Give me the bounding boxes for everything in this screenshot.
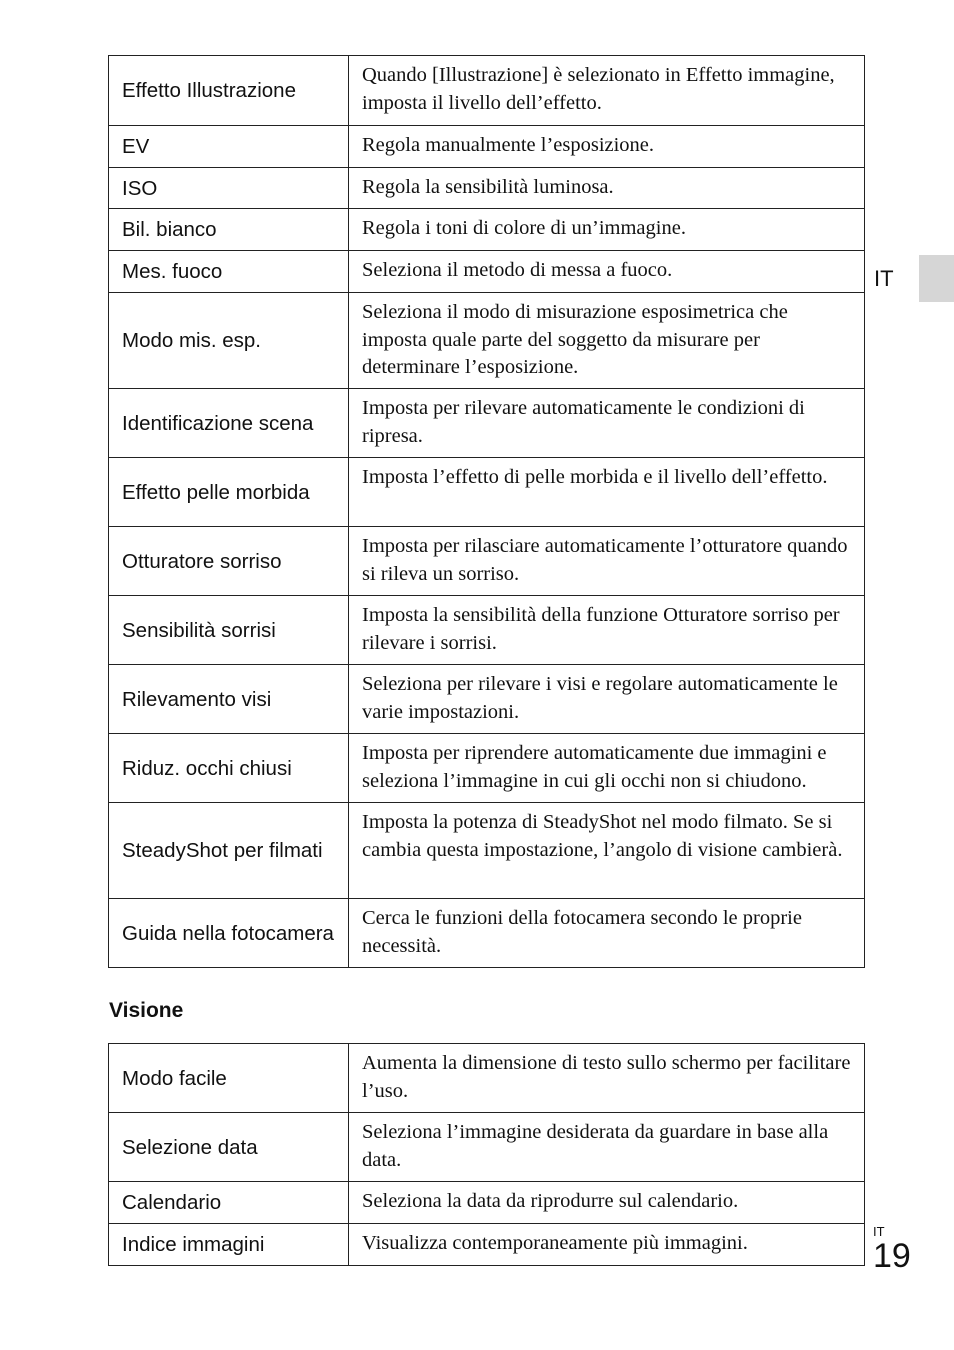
function-name: Rilevamento visi [109, 665, 349, 734]
table-row [109, 1044, 865, 1113]
table-row [109, 1182, 865, 1224]
function-name: Calendario [109, 1182, 349, 1224]
function-description: Imposta la potenza di SteadyShot nel modo filmato. Se si cambia questa impostazione, l’angolo di visione cambierà. [349, 803, 865, 899]
function-name: ISO [109, 168, 349, 209]
function-description: Seleziona la data da riprodurre sul calendario. [349, 1182, 865, 1224]
table-row [109, 458, 865, 527]
function-name: Indice immagini [109, 1224, 349, 1266]
table-row [109, 293, 865, 389]
function-name: EV [109, 126, 349, 168]
table-row [109, 665, 865, 734]
function-description: Regola i toni di colore di un’immagine. [349, 209, 865, 251]
function-name: Guida nella fotocamera [109, 899, 349, 968]
table-row [109, 168, 865, 209]
function-description: Aumenta la dimensione di testo sullo schermo per facilitare l’uso. [349, 1044, 865, 1113]
table-row [109, 596, 865, 665]
function-name: Otturatore sorriso [109, 527, 349, 596]
table-row [109, 734, 865, 803]
function-name: Bil. bianco [109, 209, 349, 251]
function-name: Selezione data [109, 1113, 349, 1182]
function-description: Imposta la sensibilità della funzione Otturatore sorriso per rilevare i sorrisi. [349, 596, 865, 665]
page-number: 19 [873, 1237, 911, 1275]
table-row [109, 803, 865, 899]
function-description: Imposta per rilasciare automaticamente l’otturatore quando si rileva un sorriso. [349, 527, 865, 596]
language-side-tab [919, 255, 954, 302]
table-row [109, 899, 865, 968]
function-description: Visualizza contemporaneamente più immagini. [349, 1224, 865, 1266]
function-name: Modo facile [109, 1044, 349, 1113]
language-label: IT [874, 266, 894, 291]
function-table [108, 55, 865, 968]
table-row [109, 1113, 865, 1182]
section-heading: Visione [109, 999, 184, 1022]
table-row [109, 209, 865, 251]
function-description: Regola manualmente l’esposizione. [349, 126, 865, 168]
function-name: Identificazione scena [109, 389, 349, 458]
function-name: Sensibilità sorrisi [109, 596, 349, 665]
function-description: Seleziona per rilevare i visi e regolare automaticamente le varie impostazioni. [349, 665, 865, 734]
function-description: Imposta l’effetto di pelle morbida e il livello dell’effetto. [349, 458, 865, 527]
function-description: Imposta per rilevare automaticamente le condizioni di ripresa. [349, 389, 865, 458]
function-name: Modo mis. esp. [109, 293, 349, 389]
table-row [109, 126, 865, 168]
function-description: Seleziona l’immagine desiderata da guardare in base alla data. [349, 1113, 865, 1182]
visione-table [108, 1043, 865, 1266]
table-row [109, 251, 865, 293]
function-description: Cerca le funzioni della fotocamera secondo le proprie necessità. [349, 899, 865, 968]
function-description: Regola la sensibilità luminosa. [349, 168, 865, 209]
function-name: Riduz. occhi chiusi [109, 734, 349, 803]
function-description: Imposta per riprendere automaticamente due immagini e seleziona l’immagine in cui gli occhi non si chiudono. [349, 734, 865, 803]
function-name: Effetto pelle morbida [109, 458, 349, 527]
function-description: Seleziona il modo di misurazione esposimetrica che imposta quale parte del soggetto da misurare per determinare l’esposizione. [349, 293, 865, 389]
table-row [109, 389, 865, 458]
function-name: Mes. fuoco [109, 251, 349, 293]
function-description: Quando [Illustrazione] è selezionato in Effetto immagine, imposta il livello dell’effetto. [349, 56, 865, 126]
table-row [109, 56, 865, 126]
function-name: SteadyShot per filmati [109, 803, 349, 899]
function-description: Seleziona il metodo di messa a fuoco. [349, 251, 865, 293]
function-name: Effetto Illustrazione [109, 56, 349, 126]
table-row [109, 1224, 865, 1266]
page-language-code: IT [873, 1224, 885, 1239]
table-row [109, 527, 865, 596]
